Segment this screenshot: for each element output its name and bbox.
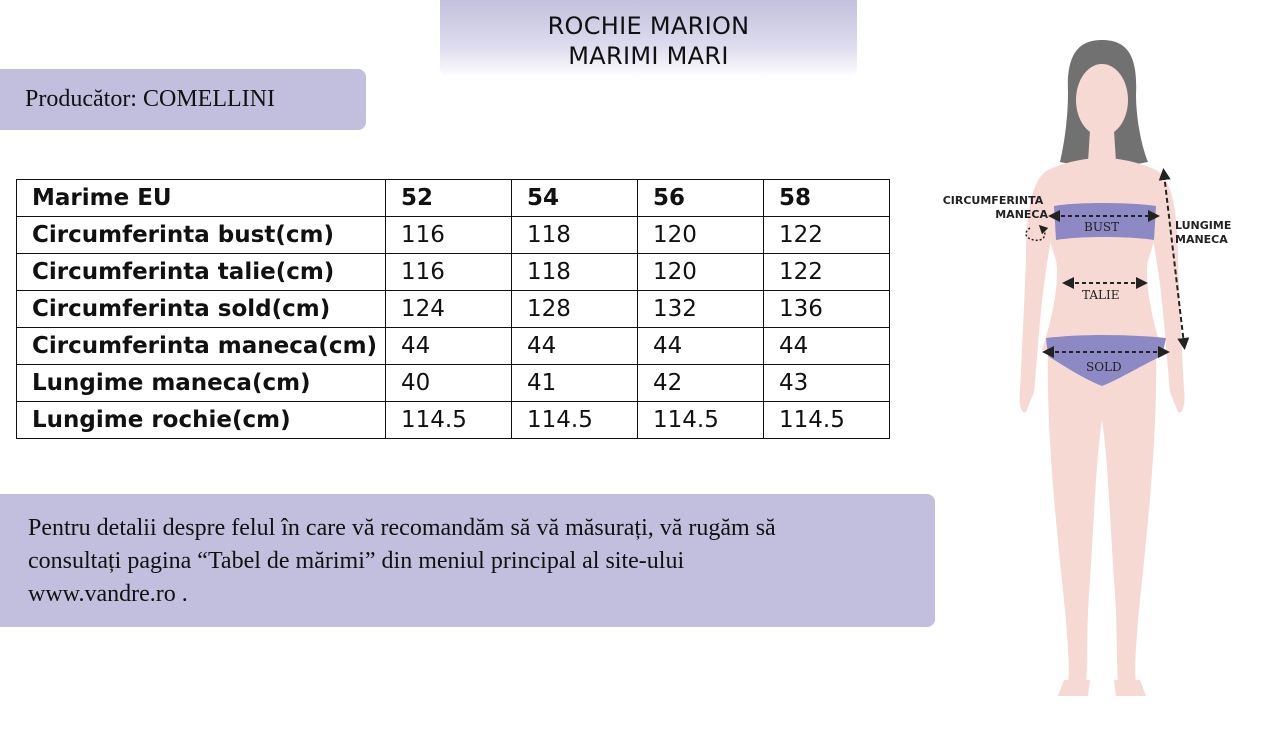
table-row (17, 402, 890, 439)
cell-value: 128 (512, 291, 638, 328)
cell-value: 124 (386, 291, 512, 328)
header-size: 54 (512, 180, 638, 217)
cell-value: 116 (386, 217, 512, 254)
cell-value: 136 (764, 291, 890, 328)
bust-label: BUST (1084, 220, 1120, 234)
header-size: 56 (638, 180, 764, 217)
cell-value: 122 (764, 217, 890, 254)
row-label: Lungime maneca(cm) (17, 365, 386, 402)
header-size: 58 (764, 180, 890, 217)
cell-value: 114.5 (638, 402, 764, 439)
cell-value: 44 (386, 328, 512, 365)
cell-value: 116 (386, 254, 512, 291)
table-header-row (17, 180, 890, 217)
header-size: 52 (386, 180, 512, 217)
table-row (17, 365, 890, 402)
body-silhouette-icon (930, 20, 1267, 728)
header-label: Marime EU (17, 180, 386, 217)
table-row (17, 291, 890, 328)
producer-banner (0, 69, 366, 130)
cell-value: 114.5 (764, 402, 890, 439)
row-label: Circumferinta sold(cm) (17, 291, 386, 328)
cell-value: 44 (512, 328, 638, 365)
cell-value: 132 (638, 291, 764, 328)
table-row (17, 254, 890, 291)
body-measurement-figure (930, 20, 1267, 728)
row-label: Circumferinta bust(cm) (17, 217, 386, 254)
size-table (16, 179, 890, 439)
info-line-3: www.vandre.ro . (28, 581, 188, 607)
cell-value: 122 (764, 254, 890, 291)
table-row (17, 217, 890, 254)
cell-value: 44 (638, 328, 764, 365)
info-text (28, 512, 918, 611)
row-label: Lungime rochie(cm) (17, 402, 386, 439)
sleeve-circumference-label: CIRCUMFERINTA MANECA (942, 194, 1048, 221)
cell-value: 114.5 (386, 402, 512, 439)
row-label: Circumferinta talie(cm) (17, 254, 386, 291)
cell-value: 120 (638, 217, 764, 254)
sleeve-length-label: LUNGIME MANECA (1175, 219, 1232, 246)
row-label: Circumferinta maneca(cm) (17, 328, 386, 365)
waist-label: TALIE (1082, 288, 1120, 302)
title-line-2: MARIMI MARI (568, 42, 729, 70)
cell-value: 43 (764, 365, 890, 402)
cell-value: 118 (512, 254, 638, 291)
cell-value: 114.5 (512, 402, 638, 439)
cell-value: 40 (386, 365, 512, 402)
info-line-1: Pentru detalii despre felul în care vă recomandăm să vă măsurați, vă rugăm să (28, 515, 776, 541)
table-row (17, 328, 890, 365)
cell-value: 42 (638, 365, 764, 402)
cell-value: 118 (512, 217, 638, 254)
cell-value: 120 (638, 254, 764, 291)
cell-value: 41 (512, 365, 638, 402)
info-banner (0, 494, 935, 627)
cell-value: 44 (764, 328, 890, 365)
info-line-2: consultați pagina “Tabel de mărimi” din meniul principal al site-ului (28, 548, 685, 574)
producer-text: Producător: COMELLINI (25, 86, 275, 112)
title-banner (440, 0, 857, 78)
hip-label: SOLD (1086, 360, 1122, 374)
title-line-1: ROCHIE MARION (547, 12, 750, 40)
